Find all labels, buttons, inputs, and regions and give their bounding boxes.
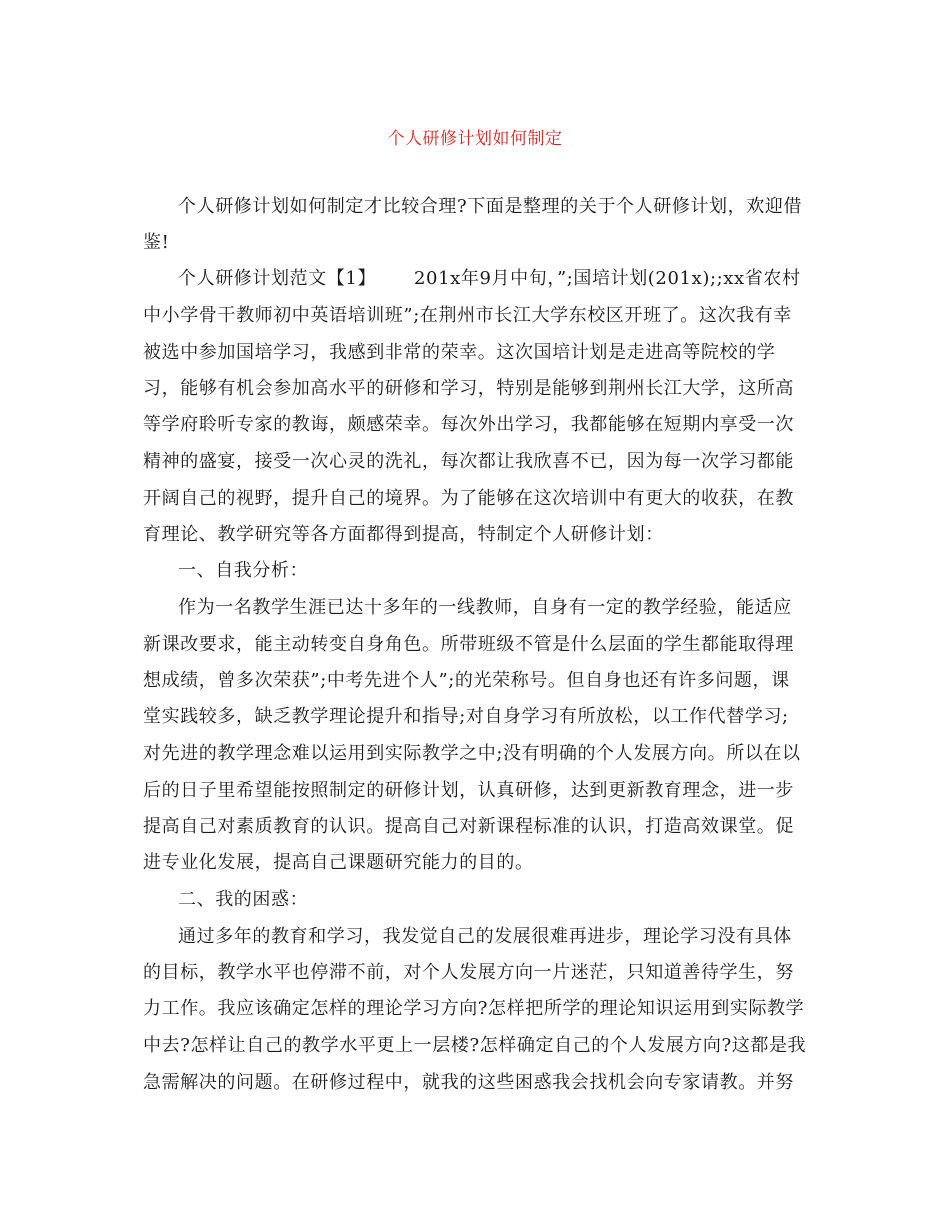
text-line: 通过多年的教育和学习，我发觉自己的发展很难再进步，理论学习没有具体 <box>178 926 792 947</box>
text-line: 习，能够有机会参加高水平的研修和学习，特别是能够到荆州长江大学，这所高 <box>143 378 794 399</box>
text-line: 个人研修计划范文【1】 201x年9月中旬，”;国培计划(201x);;xx省农村 <box>178 268 801 289</box>
text-line: 中去?怎样让自己的教学水平更上一层楼?怎样确定自己的个人发展方向?这都是我 <box>143 1035 807 1056</box>
text-line: 急需解决的问题。在研修过程中，就我的这些困惑我会找机会向专家请教。并努 <box>143 1072 794 1093</box>
text-line: 育理论、教学研究等各方面都得到提高，特制定个人研修计划： <box>143 524 664 545</box>
text-line: 对先进的教学理念难以运用到实际教学之中;没有明确的个人发展方向。所以在以 <box>143 743 801 764</box>
text-line: 被选中参加国培学习，我感到非常的荣幸。这次国培计划是走进高等院校的学 <box>143 342 776 363</box>
text-line: 堂实践较多，缺乏教学理论提升和指导;对自身学习有所放松，以工作代替学习; <box>143 706 789 727</box>
text-line: 鉴! <box>143 232 170 253</box>
text-line: 个人研修计划如何制定才比较合理?下面是整理的关于个人研修计划，欢迎借 <box>178 196 803 217</box>
text-line: 的目标，教学水平也停滞不前，对个人发展方向一片迷茫，只知道善待学生，努 <box>143 962 794 983</box>
section-heading: 二、我的困惑： <box>178 889 309 910</box>
document-title: 个人研修计划如何制定 <box>387 129 563 149</box>
text-line: 开阔自己的视野，提升自己的境界。为了能够在这次培训中有更大的收获，在教 <box>143 488 794 509</box>
section-heading: 一、自我分析： <box>178 560 309 581</box>
text-line: 等学府聆听专家的教诲，颇感荣幸。每次外出学习，我都能够在短期内享受一次 <box>143 414 794 435</box>
text-line: 后的日子里希望能按照制定的研修计划，认真研修，达到更新教育理念，进一步 <box>143 780 794 801</box>
text-line: 进专业化发展，提高自己课题研究能力的目的。 <box>143 852 534 873</box>
text-line: 中小学骨干教师初中英语培训班”;在荆州市长江大学东校区开班了。这次我有幸 <box>143 305 792 326</box>
text-line: 提高自己对素质教育的认识。提高自己对新课程标准的认识，打造高效课堂。促 <box>143 816 794 837</box>
text-line: 精神的盛宴，接受一次心灵的洗礼，每次都让我欣喜不已，因为每一次学习都能 <box>143 451 794 472</box>
text-line: 作为一名教学生涯已达十多年的一线教师，自身有一定的教学经验，能适应 <box>178 597 792 618</box>
text-line: 想成绩，曾多次荣获”;中考先进个人”;的光荣称号。但自身也还有许多问题，课 <box>143 670 790 691</box>
text-line: 力工作。我应该确定怎样的理论学习方向?怎样把所学的理论知识运用到实际教学 <box>143 998 805 1019</box>
text-line: 新课改要求，能主动转变自身角色。所带班级不管是什么层面的学生都能取得理 <box>143 634 794 655</box>
